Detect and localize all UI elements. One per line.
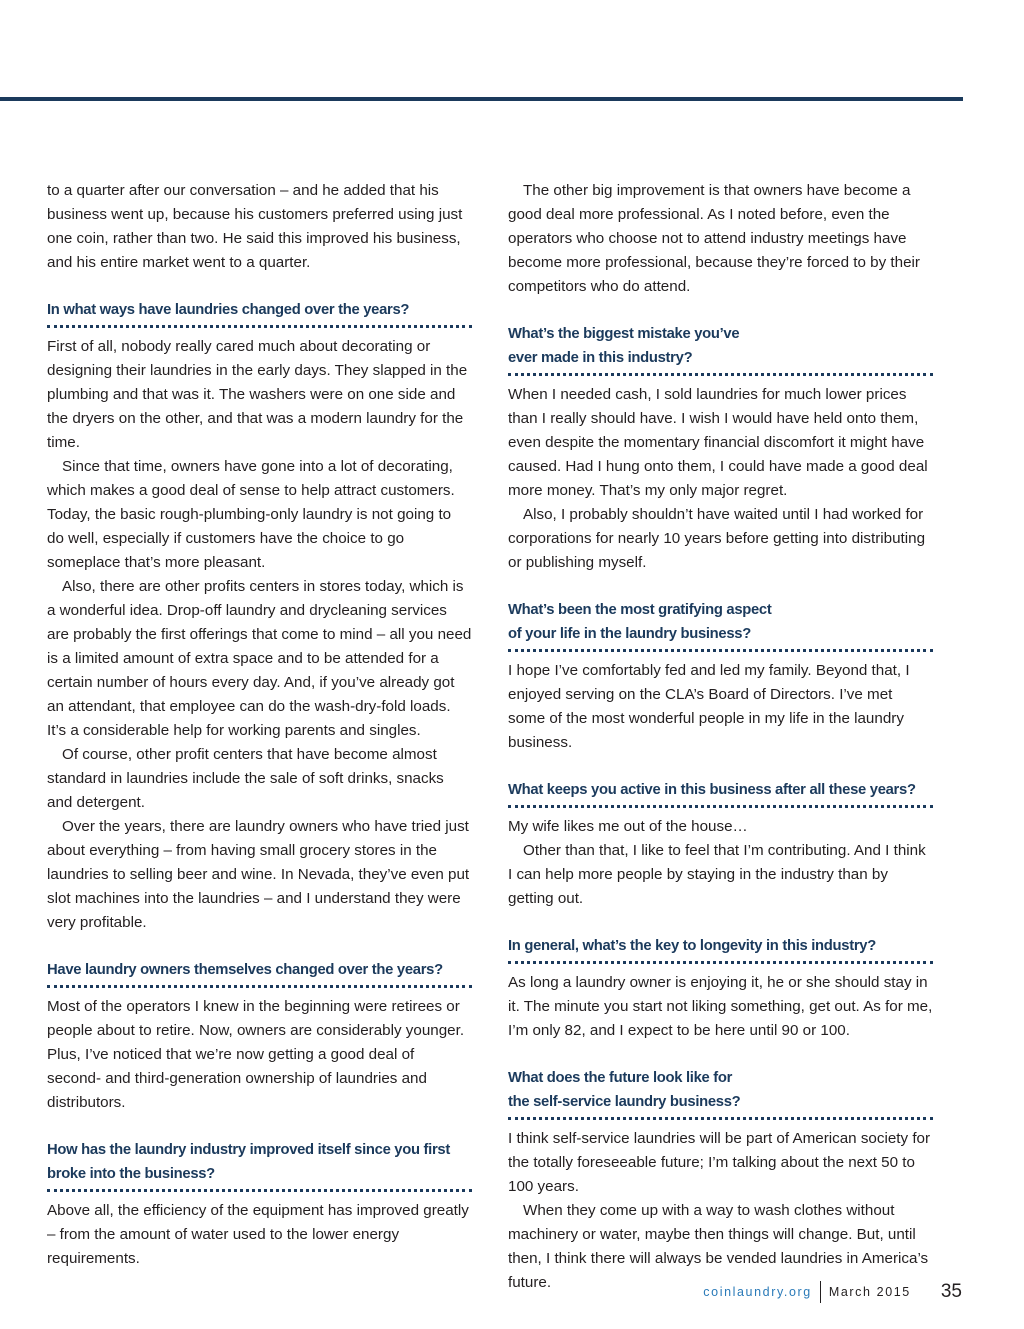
paragraph: Since that time, owners have gone into a lot of decorating, which makes a good deal of sense to help attract customers. Today, the basic rough-plumbing-only laundry is not going to do well, especially if customers have the choice to go someplace that’s more pleasant. <box>47 458 455 571</box>
paragraph: Also, there are other profits centers in stores today, which is a wonderful idea. Drop-off laundry and drycleaning services are probably the first offerings that come to mind – all you need is a limited amount of extra space and to be attended for a certain number of hours every day. And, if you’ve already got an attendant, that employee can do the wash-dry-fold loads. It’s a considerable help for working parents and singles. <box>47 578 472 739</box>
paragraph: to a quarter after our conversation – and he added that his business went up, because his customers preferred using just one coin, rather than two. He said this improved his business, and his entire market went to a quarter. <box>47 182 463 271</box>
footer-site-link[interactable]: coinlaundry.org <box>703 1285 812 1299</box>
question-heading <box>508 322 933 376</box>
footer-date: March 2015 <box>828 1285 911 1299</box>
paragraph: As long a laundry owner is enjoying it, he or she should stay in it. The minute you start not liking something, get out. As for me, I’m only 82, and I expect to be here until 90 or 100. <box>508 974 933 1039</box>
question-heading: In what ways have laundries changed over the years? <box>47 298 472 328</box>
paragraph: Other than that, I like to feel that I’m contributing. And I think I can help more people by staying in the industry than by getting out. <box>508 842 926 907</box>
question-heading: What keeps you active in this business after all these years? <box>508 778 933 808</box>
question-line: What’s been the most gratifying aspect <box>508 602 772 618</box>
page-number: 35 <box>940 1281 962 1302</box>
paragraph: I hope I’ve comfortably fed and led my family. Beyond that, I enjoyed serving on the CLA’s Board of Directors. I’ve met some of the most wonderful people in my life in the laundry business. <box>508 662 910 751</box>
paragraph: The other big improvement is that owners have become a good deal more professional. As I noted before, even the operators who choose not to attend industry meetings have become more professional, because they’re forced to by their competitors who do attend. <box>508 182 920 295</box>
left-column <box>47 179 472 1271</box>
question-line: What’s the biggest mistake you’ve <box>508 326 740 342</box>
question-line: the self-service laundry business? <box>508 1094 741 1110</box>
page-footer <box>703 1280 962 1304</box>
paragraph: Most of the operators I knew in the beginning were retirees or people about to retire. Now, owners are considerably younger. Plus, I’ve noticed that we’re now getting a good deal of second- and third-generation ownership of laundries and distributors. <box>47 998 465 1111</box>
question-line: What does the future look like for <box>508 1070 733 1086</box>
header-rule <box>0 97 963 101</box>
footer-divider <box>820 1281 821 1303</box>
question-line: ever made in this industry? <box>508 350 693 366</box>
paragraph: When I needed cash, I sold laundries for much lower prices than I really should have. I wish I would have held onto them, even despite the momentary financial discomfort it might have caused. Had I hung onto them, I could have made a good deal more money. That’s my only major regret. <box>508 386 928 499</box>
paragraph: When they come up with a way to wash clothes without machinery or water, maybe then things will change. But, until then, I think there will always be vended laundries in America’s future. <box>508 1202 929 1291</box>
question-heading: In general, what’s the key to longevity in this industry? <box>508 934 933 964</box>
paragraph: I think self-service laundries will be part of American society for the totally foreseeable future; I’m talking about the next 50 to 100 years. <box>508 1130 931 1195</box>
paragraph: Over the years, there are laundry owners who have tried just about everything – from having small grocery stores in the laundries to selling beer and wine. In Nevada, they’ve even put slot machines into the laundries – and I understand they were very profitable. <box>47 818 470 931</box>
question-heading: Have laundry owners themselves changed over the years? <box>47 958 472 988</box>
question-heading <box>47 1138 472 1192</box>
paragraph: Also, I probably shouldn’t have waited until I had worked for corporations for nearly 10 years before getting into distributing or publishing myself. <box>508 506 926 571</box>
right-column <box>508 179 933 1295</box>
paragraph: Above all, the efficiency of the equipment has improved greatly – from the amount of water used to the lower energy requirements. <box>47 1202 469 1267</box>
paragraph: My wife likes me out of the house… <box>508 818 748 835</box>
question-line: How has the laundry industry improved itself since you first <box>47 1142 450 1158</box>
paragraph: First of all, nobody really cared much about decorating or designing their laundries in the early days. They slapped in the plumbing and that was it. The washers were on one side and the dryers on the other, and that was a modern laundry for the time. <box>47 338 468 451</box>
question-heading <box>508 598 933 652</box>
question-heading <box>508 1066 933 1120</box>
question-line: of your life in the laundry business? <box>508 626 751 642</box>
question-line: broke into the business? <box>47 1166 215 1182</box>
paragraph: Of course, other profit centers that have become almost standard in laundries include the sale of soft drinks, snacks and detergent. <box>47 746 444 811</box>
